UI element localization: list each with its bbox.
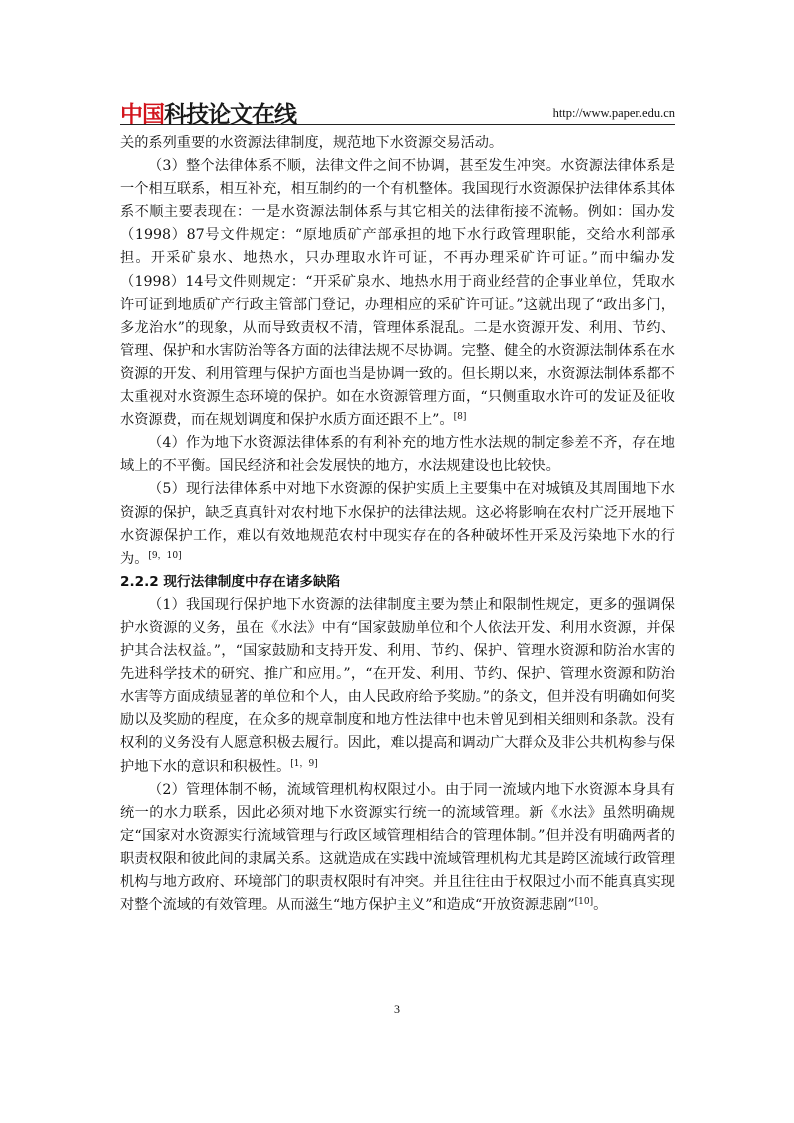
header-url[interactable]: http://www.paper.edu.cn: [552, 106, 675, 120]
header-rule: [120, 124, 675, 125]
paragraph-4: [120, 432, 675, 478]
logo-site-text: 科技论文在线: [164, 102, 296, 128]
paragraph-text: 关的系列重要的水资源法律制度，规范地下水资源交易活动。: [120, 135, 504, 151]
paragraph-continuation: [120, 132, 675, 155]
paragraph-text: （3）整个法律体系不顺，法律文件之间不协调，甚至发生冲突。水资源法律体系是一个相互联系，相互补充，相互制约的一个有机整体。我国现行水资源保护法律体系其体系不顺主要表现在：一是水资源法制体系与其它相关的法律衔接不流畅。例如：国办发（1998）87号文件规定：“原地质矿产部承担的地下水行政管理职能，交给水利部承担。开采矿泉水、地热水，只办理取水许可证，不再办理采矿许可证。”而中编办发（1998）14号文件则规定：“开采矿泉水、地热水用于商业经营的企事业单位，凭取水许可证到地质矿产行政主管部门登记，办理相应的采矿许可证。”这就出现了“政出多门，多龙治水”的现象，从而导致责权不清，管理体系混乱。二是水资源开发、利用、节约、管理、保护和水害防治等各方面的法律法规不尽协调。完整、健全的水资源法制体系在水资源的开发、利用管理与保护方面也当是协调一致的。但长期以来，水资源法制体系都不太重视对水资源生态环境的保护。如在水资源管理方面，“只侧重取水许可的发证及征收水资源费，而在规划调度和保护水质方面还跟不上”。: [120, 158, 675, 429]
citation: [10]: [574, 897, 594, 908]
logo-china-text: 中国: [120, 102, 164, 128]
page-header: [120, 96, 675, 126]
citation: [1，9]: [290, 758, 318, 769]
paragraph-3: [120, 155, 675, 432]
article-body: [120, 132, 675, 917]
section-paragraph-1: [120, 594, 675, 779]
paragraph-text: （2）管理体制不畅，流域管理机构权限过小。由于同一流域内地下水资源本身具有统一的水力联系，因此必须对地下水资源实行统一的流域管理。新《水法》虽然明确规定“国家对水资源实行流域管理与行政区域管理相结合的管理体制。”但并没有明确两者的职责权限和彼此间的隶属关系。这就造成在实践中流域管理机构尤其是跨区流域行政管理机构与地方政府、环境部门的职责权限时有冲突。并且往往由于权限过小而不能真真实现对整个流域的有效管理。从而滋生“地方保护主义”和造成“开放资源悲剧”: [120, 781, 675, 914]
paragraph-text: （1）我国现行保护地下水资源的法律制度主要为禁止和限制性规定，更多的强调保护水资源的义务，虽在《水法》中有“国家鼓励单位和个人依法开发、利用水资源，并保护其合法权益。”，“国家鼓励和支持开发、利用、节约、保护、管理水资源和防治水害的先进科学技术的研究、推广和应用。”，“在开发、利用、节约、保护、管理水资源和防治水害等方面成绩显著的单位和个人，由人民政府给予奖励。”的条文，但并没有明确如何奖励以及奖励的程度，在众多的规章制度和地方性法律中也未曾见到相关细则和条款。没有权利的义务没有人愿意积极去履行。因此，难以提高和调动广大群众及非公共机构参与保护地下水的意识和积极性。: [120, 596, 675, 775]
paragraph-text: （4）作为地下水资源法律体系的有利补充的地方性水法规的制定参差不齐，存在地域上的不平衡。国民经济和社会发展快的地方，水法规建设也比较快。: [120, 435, 675, 475]
page-number: 3: [394, 1002, 400, 1016]
paragraph-tail: 。: [593, 897, 608, 914]
paragraph-5: [120, 478, 675, 570]
section-heading: 2.2.2 现行法律制度中存在诸多缺陷: [120, 573, 341, 590]
section-paragraph-2: [120, 779, 675, 918]
paragraph-text: （5）现行法律体系中对地下水资源的保护实质上主要集中在对城镇及其周围地下水资源的保护，缺乏真真针对农村地下水保护的法律法规。这必将影响在农村广泛开展地下水资源保护工作，难以有效地规范农村中现实存在的各种破坏性开采及污染地下水的行为。: [120, 481, 675, 567]
citation: [8]: [453, 412, 467, 423]
citation: [9，10]: [148, 550, 182, 561]
